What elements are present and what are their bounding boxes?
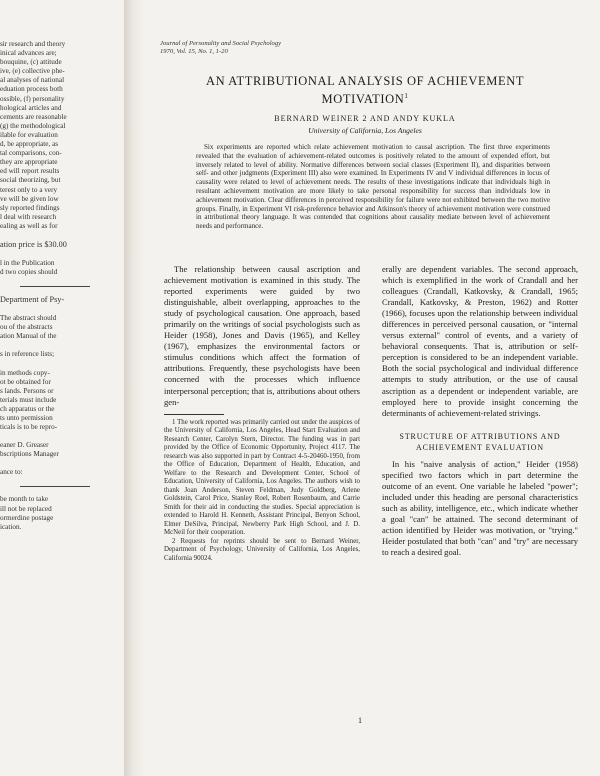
article-affiliation: University of California, Los Angeles	[308, 126, 422, 135]
section-paragraph: In his "naive analysis of action," Heider (1958) specified two factors which in part determine the outcome of an event. One variable he labeled "power"; included under this heading are personal characteristics such as ability, intelligence, etc., which indicate whether a goal "can" be attained. The second determinant of action identified by Heider was motivation, or "trying." Heider postulated that both "can" and "try" are necessary to reach a desired goal.	[382, 458, 578, 558]
strip-text-line: al analyses of national	[0, 76, 65, 85]
strip-text-block	[0, 495, 124, 531]
section-heading-line-1: STRUCTURE OF ATTRIBUTIONS AND	[399, 431, 561, 441]
strip-text-line: ticals is to be repro-	[0, 423, 58, 432]
strip-text-line: bscriptions Manager	[0, 450, 59, 459]
strip-text-line: cements are reasonable	[0, 112, 67, 121]
footnote-1: 1 The work reported was primarily carried out under the auspices of the University of California, Los Angeles, Head Start Evaluation and Research Center, Carolyn Stern, Director. The funding was in part provided by the Office of Economic Opportunity, Project 4117. The research was also supported in part by Contract 4-5-20460-1950, from the Office of Education, Department of Health, Education, and Welfare to the Research and Development Center, School of Education, University of California, Los Angeles. The authors wish to thank Joan Anderson, Steven Feldman, Judy Goldberg, Arlene Goldstein, Carol Price, Stanley Roel, Robert Rosenbaum, and Carrie Smith for their aid in conducting the studies. Special appreciation is extended to Harold H. Kenneth, Assistant Principal, Benyon School, Elmer DeSilva, Principal, Newberry Park High School, and J. D. McNeil for their cooperation.	[164, 418, 360, 537]
strip-text-block	[0, 441, 124, 459]
page-fold-shadow	[124, 0, 146, 776]
strip-text-line: hological articles and	[0, 103, 62, 112]
strip-rule	[20, 286, 90, 287]
strip-text-block	[0, 259, 124, 277]
column-left	[164, 264, 360, 563]
strip-text-line: ive, (e) collective phe-	[0, 67, 65, 76]
strip-text-line: ication.	[0, 522, 22, 531]
strip-text-line: they are appropriate	[0, 158, 58, 167]
footnote-rule	[164, 414, 224, 415]
strip-text-line: ts unto permission	[0, 414, 53, 422]
strip-text-line: bouquine, (c) attitude	[0, 58, 62, 67]
strip-text-line: ve will be given low	[0, 194, 59, 203]
strip-text-line: tal comparisons, con-	[0, 149, 62, 158]
strip-department: Department of Psy-	[0, 295, 65, 305]
column-right	[382, 264, 578, 558]
strip-text-line: sly reported findings	[0, 203, 60, 212]
strip-text-line: ou of the abstracts	[0, 323, 53, 332]
strip-text-line: The abstract should	[0, 314, 57, 323]
strip-text-line: be month to take	[0, 495, 49, 504]
strip-text-line: l in the Publication	[0, 258, 55, 267]
strip-rule	[20, 486, 90, 487]
strip-price: ation price is $30.00	[0, 239, 67, 249]
journal-volume: 1970, Vol. 15, No. 1, 1-20	[160, 48, 228, 56]
page-number: 1	[358, 716, 362, 725]
strip-text-line: d two copies should	[0, 268, 58, 277]
article-title	[160, 74, 570, 107]
strip-text-line: ation Manual of the	[0, 332, 57, 341]
strip-text-line: eduation process both	[0, 85, 63, 94]
title-line-2: MOTIVATION	[321, 92, 405, 107]
article-authors: BERNARD WEINER 2 AND ANDY KUKLA	[274, 114, 456, 123]
strip-text-line: d, be appropriate, as	[0, 140, 59, 149]
journal-citation	[160, 40, 281, 57]
previous-page-edge	[0, 40, 124, 740]
strip-text-line: s in reference lists;	[0, 350, 55, 359]
section-heading	[382, 431, 578, 453]
strip-text-line: ill not be replaced	[0, 504, 52, 513]
strip-text-line: ealing as well as for	[0, 221, 58, 230]
strip-text-line: ot be obtained for	[0, 377, 51, 386]
strip-text-line: ch apparatus or the	[0, 404, 55, 413]
strip-text-line: eaner D. Greaser	[0, 441, 49, 450]
strip-text-line: in methods copy-	[0, 368, 50, 377]
strip-text-line: inical advances are;	[0, 49, 57, 58]
journal-name: Journal of Personality and Social Psychology	[160, 40, 282, 47]
strip-text-line: ed will report results	[0, 167, 60, 176]
intro-paragraph-continued: erally are dependent variables. The second approach, which is exemplified in the work of Crandall and her colleagues (Crandall, Katkovsky, & Crandall, 1965; Crandall, Katkovsky, & Preston, 1962) and Rotter (1966), focuses upon the relationship between individual differences in perceived personal causation, or "internal versus external" control of events, and a variety of behavioral consequents. That is, attribution or self-perception is considered to be an independent variable. Both the social psychological and individual difference attempts to study attribution, or the use of causal ascription as a dependent or independent variable, are employed here to provide insight concerning the determinants of achievement-related strivings.	[382, 264, 578, 418]
strip-text-line: ilable for evaluation	[0, 130, 58, 139]
strip-text-block	[0, 40, 124, 231]
strip-text-line: sir research and theory	[0, 40, 66, 48]
footnote-2: 2 Requests for reprints should be sent to Bernard Weiner, Department of Psychology, University of California, Los Angeles, California 90024.	[164, 537, 360, 562]
strip-text-block	[0, 369, 124, 433]
strip-text-line: terest only to a very	[0, 185, 58, 194]
strip-text-line: ance to:	[0, 468, 23, 477]
strip-text-line: ossible, (f) personality	[0, 94, 65, 103]
strip-text-line: terials must include	[0, 395, 57, 404]
abstract-text: Six experiments are reported which relate achievement motivation to causal ascription. The first three experiments revealed that the evaluation of achievement-related outcomes is positively related to the amount of expended effort, but inversely related to level of ability. Normative differences between social classes (Experiment II), and disparities between self- and other judgments (Experiment III) also were examined. In Experiments IV and V individual differences in locus of causality were related to level of achievement needs. The results of these investigations indicate that individuals high in resultant achievement motivation are more likely to take personal responsibility for success than individuals low in achievement motivation. Clear differences in perceived responsibility for failure were not exhibited between the two motive groups. Finally, in Experiment VI risk-preference behavior and Atkinson's theory of achievement motivation were construed in attributional theory language. It was contended that cognitions about causality mediate between level of achievement needs and performance.	[196, 143, 550, 231]
title-line-1: AN ATTRIBUTIONAL ANALYSIS OF ACHIEVEMENT	[205, 74, 525, 88]
strip-text-block	[0, 314, 124, 341]
strip-text-line: l deal with research	[0, 212, 57, 221]
intro-paragraph: The relationship between causal ascription and achievement motivation is examined in this study. The reported experiments were guided by two distinguishable, albeit overlapping, approaches to the study of psychological causation. One approach, based primarily on the writings of social psychologists such as Heider (1958), Jones and Davis (1965), and Kelley (1967), emphasizes the environmental factors or stimulus conditions which affect the formation of attributions. Frequently, these psychologists have been concerned with the processes which influence interpersonal perception; that is, attributions about others gen-	[164, 264, 360, 407]
abstract	[196, 143, 550, 231]
strip-text-line: social theorizing, but	[0, 176, 61, 185]
strip-text-line: (g) the methodological	[0, 121, 66, 130]
section-heading-line-2: ACHIEVEMENT EVALUATION	[416, 442, 544, 452]
strip-text-line: s lands. Persons or	[0, 386, 54, 395]
strip-text-line: ormerdine postage	[0, 513, 54, 522]
title-footnote-mark: 1	[404, 92, 409, 100]
